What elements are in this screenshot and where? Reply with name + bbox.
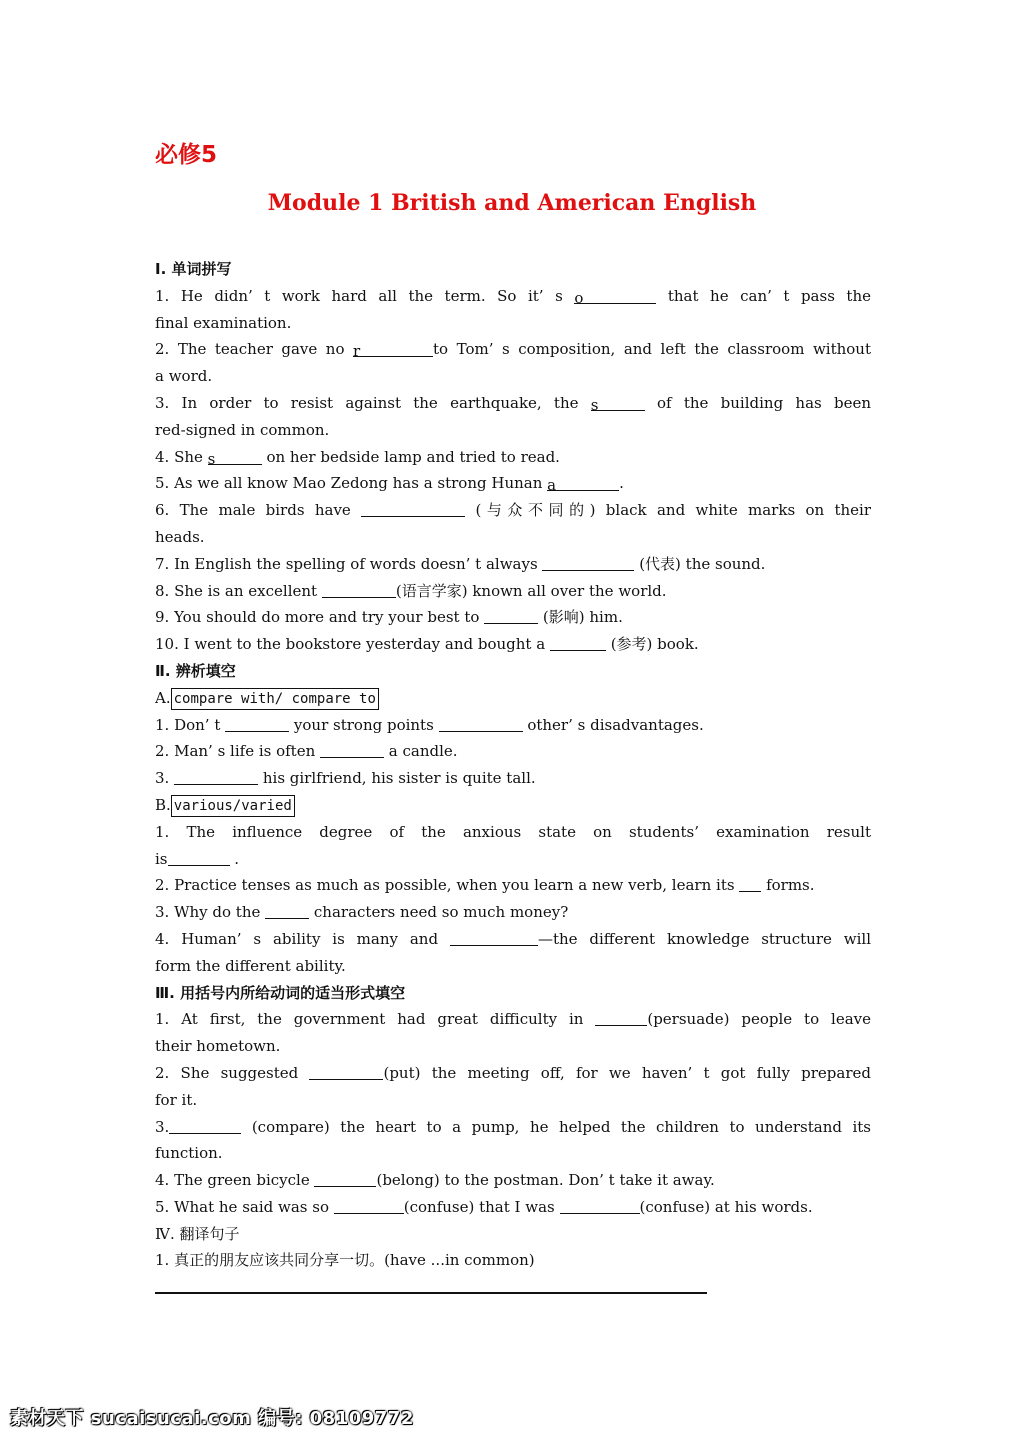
section-heading: Ⅰ. 单词拼写 <box>155 260 232 278</box>
question-line: 2. Man’ s life is often a candle. <box>155 738 871 765</box>
section-heading: Ⅲ. 用括号内所给动词的适当形式填空 <box>155 983 406 1002</box>
question-line: a word. <box>155 367 213 386</box>
question-line: 10. I went to the bookstore yesterday and bought a (参考) book. <box>155 631 871 658</box>
section-heading: Ⅳ. 翻译句子 <box>155 1224 240 1243</box>
answer-blank[interactable] <box>169 1115 241 1134</box>
answer-blank[interactable] <box>334 1195 404 1214</box>
question-line: 5. As we all know Mao Zedong has a strong Hunan a . <box>155 474 624 495</box>
answer-blank[interactable] <box>361 498 465 517</box>
question-line: 3. In order to resist against the earthquake, the s of the building has been <box>155 393 871 414</box>
question-line: 1. The influence degree of the anxious state on students’ examination result <box>155 822 871 841</box>
answer-blank[interactable] <box>314 1168 376 1187</box>
question-line: 5. What he said was so (confuse) that I was (confuse) at his words. <box>155 1194 871 1221</box>
answer-blank[interactable] <box>595 1007 647 1026</box>
answer-blank[interactable]: r <box>353 338 433 357</box>
question-line: 6. The male birds have (与众不同的) black and white marks on their <box>155 497 871 524</box>
question-line: 9. You should do more and try your best to (影响) him. <box>155 604 871 631</box>
question-line: 3. Why do the characters need so much money? <box>155 899 871 926</box>
answer-blank[interactable]: o <box>574 285 656 304</box>
watermark-footer: 素材天下 sucaisucai.com 编号: 08109772 <box>10 1408 414 1429</box>
question-line: 1. 真正的朋友应该共同分享一切。(have ...in common) <box>155 1251 535 1270</box>
answer-blank[interactable] <box>225 713 289 732</box>
question-line: 2. She suggested (put) the meeting off, for we haven’ t got fully prepared <box>155 1060 871 1087</box>
question-line: is . <box>155 846 871 873</box>
question-line: function. <box>155 1144 223 1163</box>
question-line: 3. his girlfriend, his sister is quite tall. <box>155 765 871 792</box>
option-line: B. various/varied <box>155 792 871 819</box>
answer-blank[interactable]: a <box>547 472 619 491</box>
answer-blank[interactable] <box>168 847 230 866</box>
question-line: 1. At first, the government had great difficulty in (persuade) people to leave <box>155 1006 871 1033</box>
answer-line[interactable] <box>155 1292 707 1294</box>
answer-blank[interactable]: s <box>591 392 645 411</box>
answer-blank[interactable] <box>484 605 538 624</box>
answer-blank[interactable] <box>265 900 309 919</box>
answer-blank[interactable] <box>550 632 606 651</box>
answer-blank[interactable] <box>739 873 761 892</box>
question-line: 7. In English the spelling of words doesn’ t always (代表) the sound. <box>155 551 871 578</box>
question-line: final examination. <box>155 313 292 332</box>
question-line: their hometown. <box>155 1037 281 1056</box>
question-line: 8. She is an excellent (语言学家) known all over the world. <box>155 578 871 605</box>
question-line: 4. The green bicycle (belong) to the postman. Don’ t take it away. <box>155 1167 871 1194</box>
worksheet-content <box>155 256 871 1274</box>
answer-blank[interactable] <box>322 579 396 598</box>
question-line: 4. She s on her bedside lamp and tried to read. <box>155 447 560 468</box>
question-line: for it. <box>155 1090 198 1109</box>
question-line: 1. He didn’ t work hard all the term. So it’ s o that he can’ t pass the <box>155 286 871 307</box>
answer-blank[interactable] <box>439 713 523 732</box>
option-box: various/varied <box>171 795 295 817</box>
answer-blank[interactable] <box>542 552 634 571</box>
option-box: compare with/ compare to <box>171 688 379 710</box>
question-line: form the different ability. <box>155 956 346 975</box>
answer-blank[interactable] <box>309 1061 383 1080</box>
section-heading: Ⅱ. 辨析填空 <box>155 661 236 680</box>
answer-blank[interactable] <box>450 927 538 946</box>
book-label: 必修5 <box>155 142 218 168</box>
question-line: heads. <box>155 527 205 546</box>
question-line: 2. The teacher gave no r to Tom’ s composition, and left the classroom without <box>155 340 871 361</box>
answer-blank[interactable] <box>174 766 258 785</box>
question-line: 3. (compare) the heart to a pump, he helped the children to understand its <box>155 1114 871 1141</box>
answer-blank[interactable] <box>320 739 384 758</box>
question-line: 4. Human’ s ability is many and —the different knowledge structure will <box>155 926 871 953</box>
module-title: Module 1 British and American English <box>267 190 757 216</box>
question-line: 1. Don’ t your strong points other’ s disadvantages. <box>155 712 871 739</box>
option-line: A. compare with/ compare to <box>155 685 871 712</box>
answer-blank[interactable]: s <box>208 446 262 465</box>
answer-blank[interactable] <box>560 1195 640 1214</box>
question-line: red-signed in common. <box>155 420 330 439</box>
question-line: 2. Practice tenses as much as possible, when you learn a new verb, learn its forms. <box>155 872 871 899</box>
